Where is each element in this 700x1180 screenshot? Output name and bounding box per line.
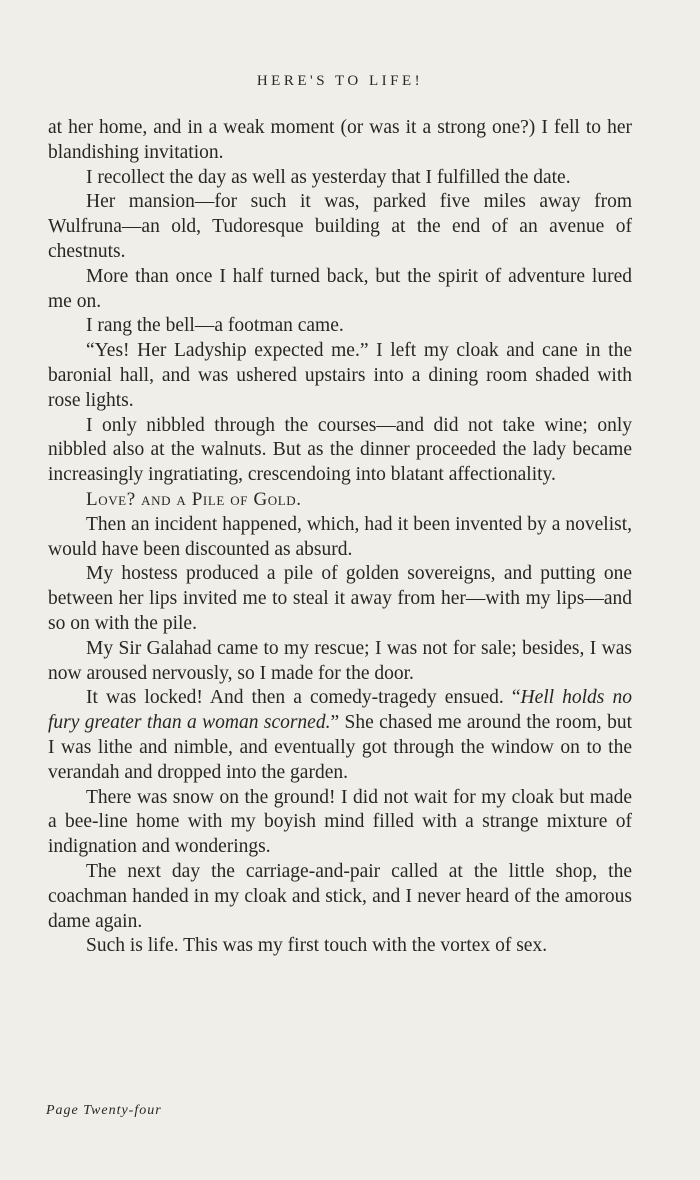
paragraph: My hostess produced a pile of golden sovereigns, and putting one between her lips invited me to steal it away from her—with my lips—and so on with the pile. [48,563,632,634]
italic-quotation: Hell holds no fury greater than a woman scorned. [48,687,632,734]
paragraph: Her mansion—for such it was, parked five miles away from Wulfruna—an old, Tudoresque building at the end of an avenue of chestnuts. [48,191,632,262]
paragraph: I rang the bell—a footman came. [86,315,344,337]
paragraph-text: It was locked! And then a comedy-tragedy ensued. “ [86,687,521,709]
running-head: HERE'S TO LIFE! [256,73,424,89]
paragraph: Then an incident happened, which, had it been invented by a novelist, would have been discounted as absurd. [48,513,632,560]
paragraph: Such is life. This was my first touch with the vortex of sex. [86,935,548,957]
paragraph: at her home, and in a weak moment (or was it a strong one?) I fell to her blandishing invitation. [48,117,632,163]
page-number: Page Twenty-four [46,1103,162,1118]
paragraph: More than once I half turned back, but the spirit of adventure lured me on. [48,265,632,312]
paragraph-text: ” She chased me around the room, but I was lithe and nimble, and eventually got through the window on to the verandah and dropped into the garden. [48,712,632,783]
section-heading: Love? and a Pile of Gold. [86,488,302,510]
paragraph [48,686,632,785]
paragraph: I only nibbled through the courses—and did not take wine; only nibbled also at the walnuts. But as the dinner proceeded the lady became increasingly ingratiating, crescendoing into blatant affectionality. [48,414,632,486]
paragraph: My Sir Galahad came to my rescue; I was not for sale; besides, I was now aroused nervously, so I made for the door. [48,637,632,684]
paragraph: The next day the carriage-and-pair called at the little shop, the coachman handed in my cloak and stick, and I never heard of the amorous dame again. [48,860,632,932]
body-text [48,116,632,959]
paragraph: I recollect the day as well as yesterday that I fulfilled the date. [86,166,571,188]
paragraph: There was snow on the ground! I did not wait for my cloak but made a bee-line home with my boyish mind filled with a strange mixture of indignation and wonderings. [48,786,632,858]
paragraph: “Yes! Her Ladyship expected me.” I left my cloak and cane in the baronial hall, and was ushered upstairs into a dining room shaded with rose lights. [48,340,632,411]
